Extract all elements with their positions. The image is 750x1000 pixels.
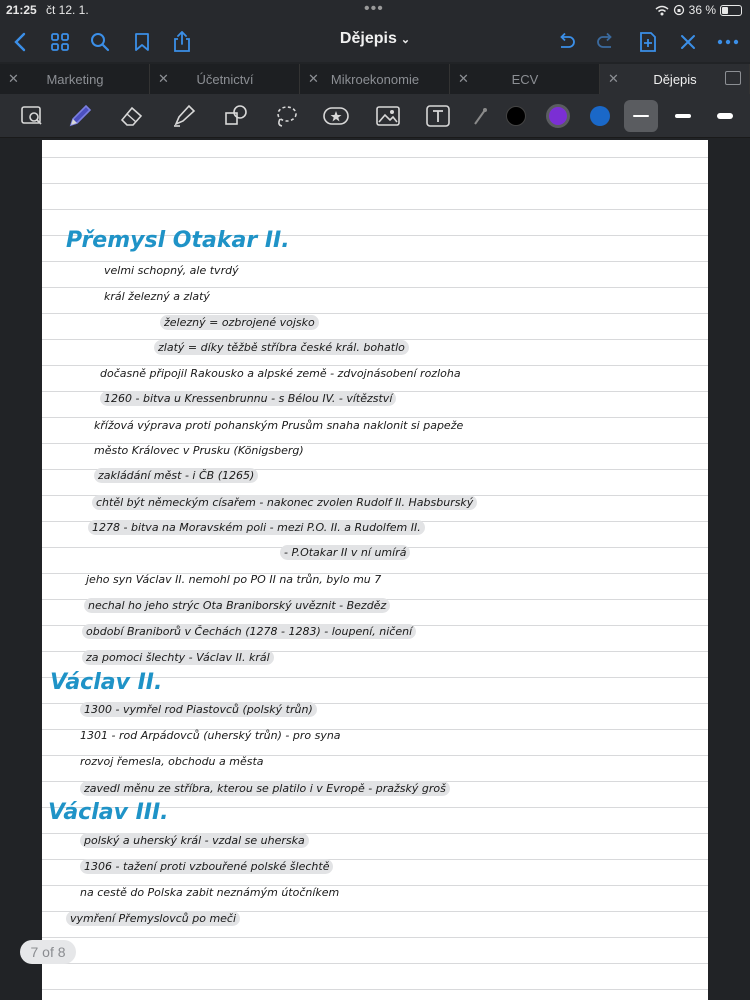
note-line bbox=[80, 703, 317, 716]
highlighted-text: zakládání měst - i ČB (1265) bbox=[94, 468, 258, 483]
tab-label: Marketing bbox=[46, 72, 104, 87]
tab-label: Účetnictví bbox=[196, 72, 254, 87]
color-black[interactable] bbox=[506, 106, 526, 126]
thin-stroke-icon bbox=[633, 115, 649, 117]
battery-icon bbox=[720, 5, 742, 16]
note-line bbox=[92, 496, 477, 509]
status-right bbox=[655, 3, 742, 17]
highlighted-text: zlatý = díky těžbě stříbra české král. bohatlo bbox=[154, 340, 409, 355]
orientation-lock-icon bbox=[673, 4, 685, 16]
top-toolbar bbox=[0, 22, 750, 62]
pen-size-thick[interactable] bbox=[708, 100, 742, 132]
battery-percent: 36 % bbox=[688, 3, 716, 17]
sticker-icon[interactable] bbox=[322, 102, 350, 130]
note-line bbox=[94, 469, 258, 482]
highlighter-icon[interactable] bbox=[170, 102, 198, 130]
pen-icon[interactable] bbox=[66, 102, 94, 130]
highlighted-text: chtěl být německým císařem - nakonec zvolen Rudolf II. Habsburský bbox=[92, 495, 477, 510]
heading-vaclav-ii: Václav II. bbox=[50, 670, 163, 695]
eraser-icon[interactable] bbox=[118, 102, 146, 130]
note-line bbox=[82, 625, 416, 638]
split-view-icon[interactable] bbox=[725, 71, 741, 85]
laser-pointer-icon[interactable] bbox=[470, 102, 490, 130]
note-line bbox=[160, 316, 319, 329]
tab-dejepis[interactable] bbox=[600, 64, 750, 94]
tab-label: ECV bbox=[511, 72, 539, 87]
note-line bbox=[100, 392, 396, 405]
highlighted-text: za pomoci šlechty - Václav II. král bbox=[82, 650, 274, 665]
multitasking-dots-icon[interactable]: ••• bbox=[364, 0, 384, 17]
status-date: čt 12. 1. bbox=[46, 3, 89, 17]
note-line bbox=[84, 599, 390, 612]
highlighted-text: období Braniborů v Čechách (1278 - 1283) - loupení, ničení bbox=[82, 624, 416, 639]
medium-stroke-icon bbox=[675, 114, 691, 118]
status-bar bbox=[0, 0, 750, 22]
thick-stroke-icon bbox=[717, 113, 733, 119]
highlighted-text: 1278 - bitva na Moravském poli - mezi P.O. II. a Rudolfem II. bbox=[88, 520, 425, 535]
note-line bbox=[154, 341, 409, 354]
close-tab-icon[interactable]: ✕ bbox=[158, 71, 169, 86]
close-tab-icon[interactable]: ✕ bbox=[8, 71, 19, 86]
text-icon[interactable] bbox=[424, 102, 452, 130]
wifi-icon bbox=[655, 5, 669, 16]
heading-vaclav-iii: Václav III. bbox=[48, 800, 169, 825]
close-tab-icon[interactable]: ✕ bbox=[308, 71, 319, 86]
add-page-icon[interactable] bbox=[634, 28, 662, 56]
lasso-icon[interactable] bbox=[272, 102, 300, 130]
undo-icon[interactable] bbox=[552, 28, 580, 56]
chevron-down-icon: ⌄ bbox=[400, 34, 411, 46]
note-line: rozvoj řemesla, obchodu a města bbox=[80, 755, 264, 768]
zoom-window-icon[interactable] bbox=[18, 102, 46, 130]
note-line bbox=[88, 521, 425, 534]
tab-marketing[interactable] bbox=[0, 64, 150, 94]
note-line bbox=[80, 860, 333, 873]
note-line: dočasně připojil Rakousko a alpské země - zdvojnásobení rozloha bbox=[100, 367, 461, 380]
highlighted-text: nechal ho jeho strýc Ota Braniborský uvěznit - Bezděz bbox=[84, 598, 390, 613]
note-line: na cestě do Polska zabit neznámým útočníkem bbox=[80, 886, 340, 899]
highlighted-text: polský a uherský král - vzdal se uherska bbox=[80, 833, 309, 848]
page-indicator: 7 of 8 bbox=[20, 940, 76, 964]
note-line: křížová výprava proti pohanským Prusům snaha naklonit si papeže bbox=[94, 419, 464, 432]
heading-premysl-otakar: Přemysl Otakar II. bbox=[66, 228, 290, 253]
tab-label: Mikroekonomie bbox=[330, 72, 420, 87]
note-line bbox=[66, 912, 240, 925]
document-title-text: Dějepis bbox=[339, 30, 397, 47]
tab-mikroekonomie[interactable] bbox=[300, 64, 450, 94]
note-line: velmi schopný, ale tvrdý bbox=[104, 264, 239, 277]
highlighted-text: 1306 - tažení proti vzbouřené polské šlechtě bbox=[80, 859, 333, 874]
highlighted-text: - P.Otakar II v ní umírá bbox=[280, 545, 410, 560]
tab-ecv[interactable] bbox=[450, 64, 600, 94]
highlighted-text: železný = ozbrojené vojsko bbox=[160, 315, 319, 330]
highlighted-text: 1260 - bitva u Kressenbrunnu - s Bélou IV. - vítězství bbox=[100, 391, 396, 406]
close-icon[interactable] bbox=[674, 28, 702, 56]
color-purple-selected[interactable] bbox=[546, 104, 570, 128]
highlighted-text: 1300 - vymřel rod Piastovců (polský trůn) bbox=[80, 702, 317, 717]
drawing-toolbar bbox=[0, 94, 750, 138]
notebook-page[interactable] bbox=[42, 140, 708, 1000]
tab-ucetnictvi[interactable] bbox=[150, 64, 300, 94]
note-line bbox=[80, 782, 450, 795]
highlighted-text: vymření Přemyslovců po meči bbox=[66, 911, 240, 926]
document-tabs bbox=[0, 64, 750, 94]
more-icon[interactable] bbox=[714, 28, 742, 56]
tab-label: Dějepis bbox=[653, 72, 697, 87]
shapes-icon[interactable] bbox=[222, 102, 250, 130]
note-line: 1301 - rod Arpádovců (uherský trůn) - pro syna bbox=[80, 729, 341, 742]
status-time: 21:25 bbox=[6, 3, 37, 17]
note-line bbox=[82, 651, 274, 664]
note-line bbox=[280, 546, 410, 559]
note-line bbox=[80, 834, 309, 847]
pen-size-thin[interactable] bbox=[624, 100, 658, 132]
note-line: jeho syn Václav II. nemohl po PO II na trůn, bylo mu 7 bbox=[86, 573, 382, 586]
pen-size-medium[interactable] bbox=[666, 100, 700, 132]
close-tab-icon[interactable]: ✕ bbox=[458, 71, 469, 86]
note-line: král železný a zlatý bbox=[104, 290, 210, 303]
highlighted-text: zavedl měnu ze stříbra, kterou se platilo i v Evropě - pražský groš bbox=[80, 781, 450, 796]
color-blue[interactable] bbox=[590, 106, 610, 126]
note-line: město Královec v Prusku (Königsberg) bbox=[94, 444, 304, 457]
image-icon[interactable] bbox=[374, 102, 402, 130]
redo-icon[interactable] bbox=[592, 28, 620, 56]
close-tab-icon[interactable]: ✕ bbox=[608, 71, 619, 86]
